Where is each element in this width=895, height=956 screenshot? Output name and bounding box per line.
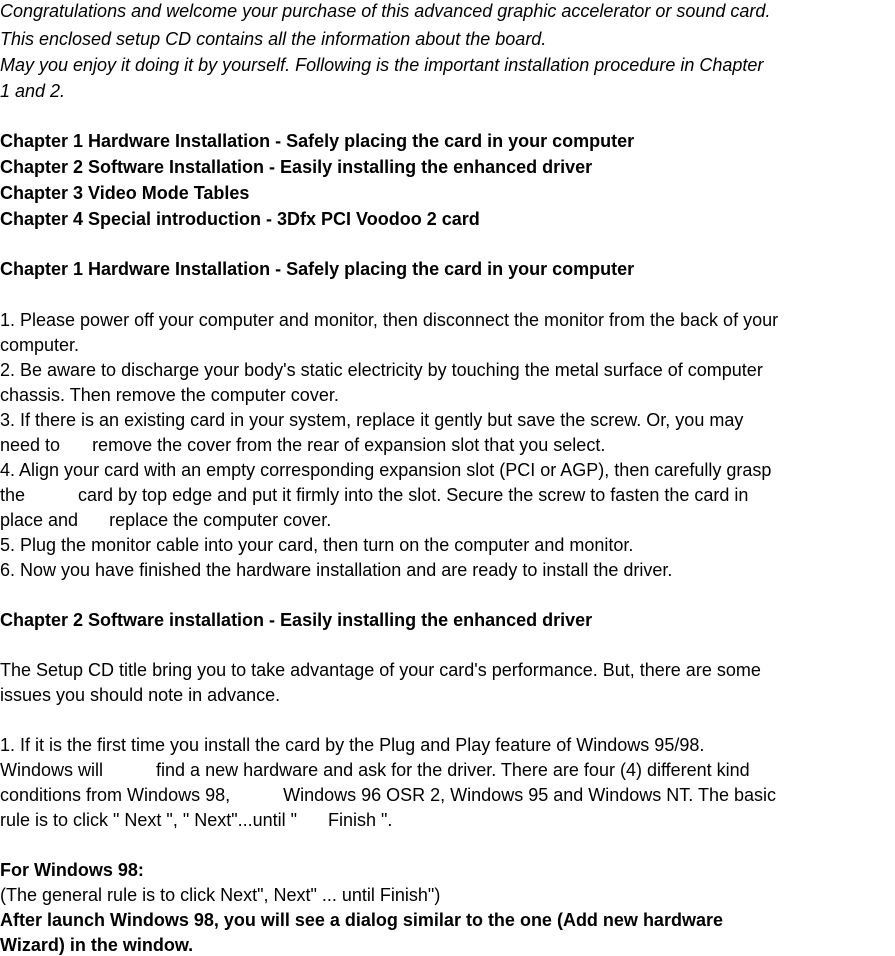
step-6: 6. Now you have finished the hardware installation and are ready to install the driver. [0, 560, 673, 580]
step-3-line-b-end: remove the cover from the rear of expansion slot that you select. [92, 435, 606, 455]
intro-line-4: 1 and 2. [0, 81, 66, 101]
item-1-line-d-start: rule is to click " Next ", " Next"...until " [0, 810, 298, 830]
step-1-line-b: computer. [0, 335, 80, 355]
chapter-2-paragraph-line-b: issues you should note in advance. [0, 685, 281, 705]
item-1-line-d-end: Finish ". [328, 810, 393, 830]
windows-98-note-line-b: Wizard) in the window. [0, 935, 194, 955]
item-1-line-b-end: find a new hardware and ask for the driver. There are four (4) different kind [156, 760, 750, 780]
step-2-line-b: chassis. Then remove the computer cover. [0, 385, 339, 405]
chapter-1-heading: Chapter 1 Hardware Installation - Safely placing the card in your computer [0, 259, 635, 279]
intro-line-1: Congratulations and welcome your purchase of this advanced graphic accelerator or sound card. [0, 1, 771, 21]
step-1-line-a: 1. Please power off your computer and monitor, then disconnect the monitor from the back of your [0, 310, 779, 330]
step-4-line-c-start: place and [0, 510, 79, 530]
item-1-line-c-end: Windows 96 OSR 2, Windows 95 and Windows NT. The basic [283, 785, 776, 805]
step-5: 5. Plug the monitor cable into your card, then turn on the computer and monitor. [0, 535, 634, 555]
toc-chapter-1: Chapter 1 Hardware Installation - Safely placing the card in your computer [0, 131, 635, 151]
step-4-line-c [0, 509, 331, 531]
windows-98-note-line-a: After launch Windows 98, you will see a dialog similar to the one (Add new hardware [0, 910, 723, 930]
item-1-line-c [0, 784, 776, 806]
step-4-line-b-start: the [0, 485, 26, 505]
step-3-line-b-start: need to [0, 435, 61, 455]
step-3-line-a: 3. If there is an existing card in your system, replace it gently but save the screw. Or, you may [0, 410, 744, 430]
item-1-line-b [0, 759, 750, 781]
toc-chapter-3: Chapter 3 Video Mode Tables [0, 183, 250, 203]
intro-line-3: May you enjoy it doing it by yourself. Following is the important installation procedure in Chapter [0, 55, 764, 75]
windows-98-rule: (The general rule is to click Next", Next" ... until Finish") [0, 885, 441, 905]
item-1-line-b-start: Windows will [0, 760, 104, 780]
item-1-line-a: 1. If it is the first time you install the card by the Plug and Play feature of Windows 95/98. [0, 735, 705, 755]
step-4-line-b-end: card by top edge and put it firmly into the slot. Secure the screw to fasten the card in [78, 485, 749, 505]
step-4-line-a: 4. Align your card with an empty corresponding expansion slot (PCI or AGP), then carefully grasp [0, 460, 772, 480]
windows-98-heading: For Windows 98: [0, 860, 144, 880]
chapter-2-paragraph-line-a: The Setup CD title bring you to take advantage of your card's performance. But, there are some [0, 660, 761, 680]
step-3-line-b [0, 434, 605, 456]
step-2-line-a: 2. Be aware to discharge your body's static electricity by touching the metal surface of computer [0, 360, 763, 380]
toc-chapter-4: Chapter 4 Special introduction - 3Dfx PCI Voodoo 2 card [0, 209, 480, 229]
item-1-line-c-start: conditions from Windows 98, [0, 785, 231, 805]
step-4-line-b [0, 484, 748, 506]
intro-line-2: This enclosed setup CD contains all the information about the board. [0, 29, 547, 49]
toc-chapter-2: Chapter 2 Software Installation - Easily installing the enhanced driver [0, 157, 593, 177]
step-4-line-c-end: replace the computer cover. [109, 510, 332, 530]
chapter-2-heading: Chapter 2 Software installation - Easily installing the enhanced driver [0, 610, 593, 630]
item-1-line-d [0, 809, 392, 831]
